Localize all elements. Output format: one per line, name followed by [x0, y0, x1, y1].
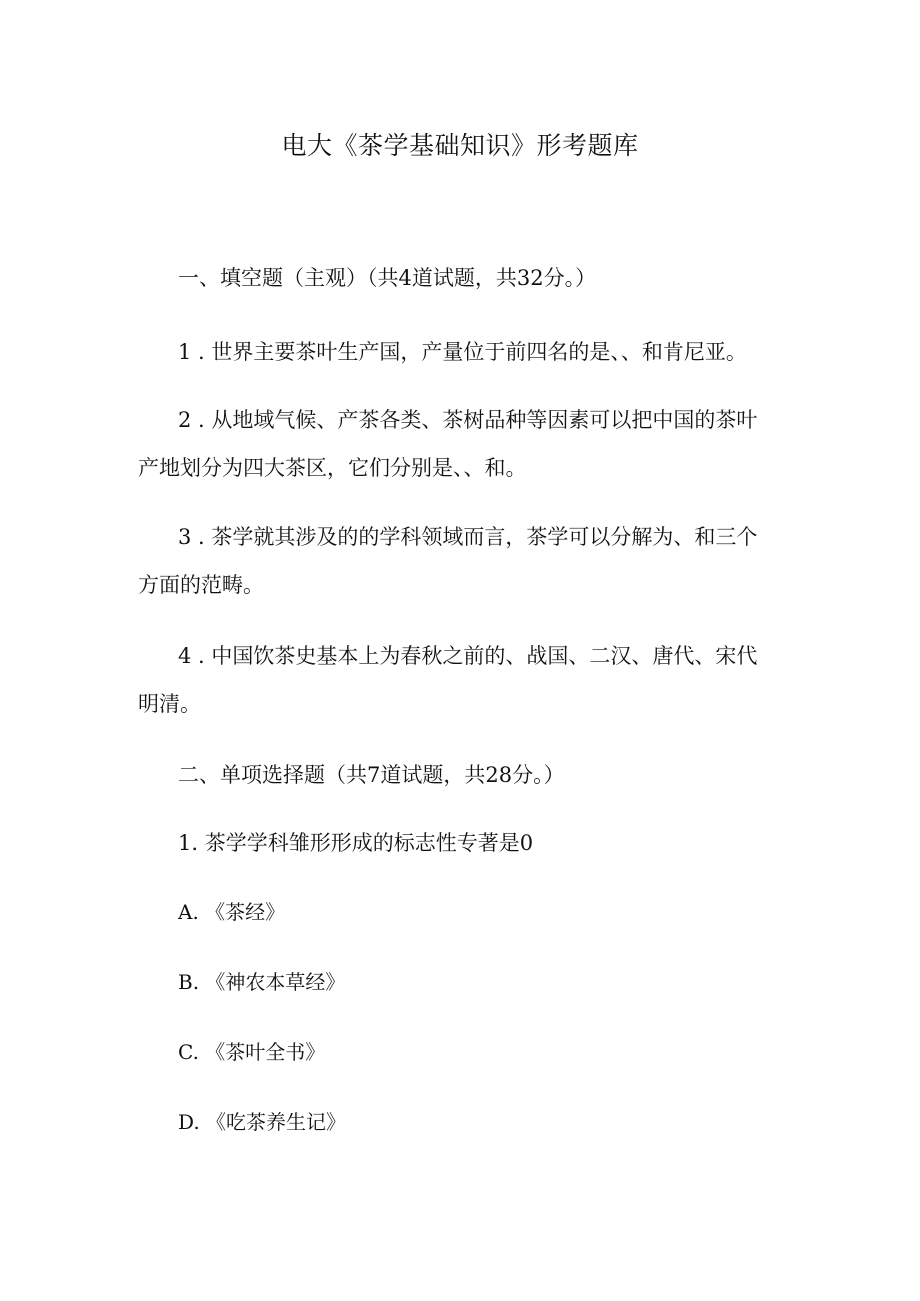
document-title: 电大《茶学基础知识》形考题库 [281, 131, 639, 160]
question-1-2-line-2: 产地划分为四大茶区，它们分别是、、和。 [138, 456, 527, 480]
question-1-4-line-1: 4 . 中国饮茶史基本上为春秋之前的、战国、二汉、唐代、宋代 [178, 644, 758, 668]
question-1-2-line-1: 2 . 从地域气候、产茶各类、茶树品种等因素可以把中国的茶叶 [178, 408, 758, 432]
question-2-1: 1. 茶学学科雏形形成的标志性专著是0 [178, 831, 534, 855]
section-2-heading: 二、单项选择题（共7道试题，共28分。） [178, 763, 565, 787]
section-1-heading: 一、填空题（主观）（共4道试题，共32分。） [178, 266, 597, 290]
option-b: B. 《神农本草经》 [178, 970, 346, 994]
option-d: D. 《吃茶养生记》 [178, 1110, 347, 1134]
question-1-4-line-2: 明清。 [138, 692, 201, 716]
option-a: A. 《茶经》 [178, 900, 286, 924]
question-1-1: 1 . 世界主要茶叶生产国，产量位于前四名的是、、和肯尼亚。 [178, 340, 747, 364]
question-1-3-line-2: 方面的范畴。 [138, 573, 264, 597]
option-c: C. 《茶叶全书》 [178, 1040, 326, 1064]
question-1-3-line-1: 3 . 茶学就其涉及的的学科领域而言，茶学可以分解为、和三个 [178, 525, 758, 549]
